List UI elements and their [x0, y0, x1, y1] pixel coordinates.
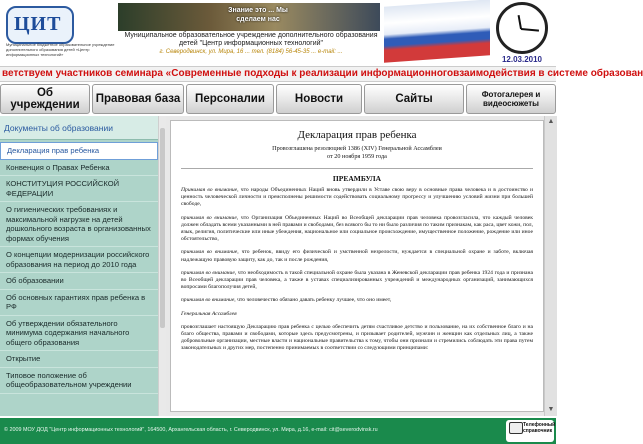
paragraph-text: что необходимость в такой специальной охране была указана в Женевской декларации прав ребенка 1924 года и признана во Всеобщей декларации прав человека, а также в уставах специализированных учреждений и международных организаций, занимающихся вопросами благополучия детей,	[181, 269, 533, 291]
current-date: 12.03.2010	[501, 55, 543, 64]
phonebook-button[interactable]	[506, 420, 554, 442]
paragraph-text: что Организация Объединенных Наций во Всеобщей декларации прав человека провозгласила, что каждый человек должен обладать всеми указанными в ней правами и свободами, без всякого бы то ни было различия по таким признакам, как раса, цвет кожи, пол, язык, религия, политические или иные убеждения, национальное или социальное происхождение, имущественное положение, рождение или иное обстоятельство,	[181, 214, 533, 243]
sidebar-item-convention[interactable]: Конвенция о Правах Ребенка	[0, 160, 158, 177]
paragraph	[181, 311, 533, 318]
sidebar-item-opening[interactable]: Открытие	[0, 351, 158, 368]
phonebook-label: Телефонный справочник	[523, 422, 556, 434]
document-viewer	[166, 116, 556, 416]
paragraph	[181, 324, 533, 353]
cit-logo[interactable]	[6, 6, 114, 60]
banner-slogan: Знание это ... Мы сделаем нас	[228, 7, 288, 23]
document-subtitle-2: от 20 ноября 1959 года	[327, 153, 387, 160]
document-scrollbar[interactable]	[544, 116, 557, 416]
nav-sites[interactable]: Сайты	[364, 84, 464, 114]
sidebar-item-hygiene[interactable]: О гигиенических требованиях и максимальной нагрузке на детей дошкольного возраста в организованных формах обучения	[0, 202, 158, 247]
paragraph-text: провозглашает настоящую Декларацию прав ребенка с целью обеспечить детям счастливое детство и пользование, на их собственное благо и на благо общества, правами и свободами, которые здесь предусмотрены, и призывает родителей, мужчин и женщин как отдельных лиц, а также добровольные организации, местные власти и национальные правительства к тому, чтобы они признали и стремились соблюдать эти права путем законодательных и других мер, постепенно принимаемых в соответствии со следующими принципами:	[181, 323, 533, 352]
divider	[181, 168, 533, 169]
paragraph-lead: принимая во внимание,	[181, 269, 237, 276]
sidebar-scrollbar-thumb[interactable]	[160, 128, 165, 328]
paragraph-text: что человечество обязано давать ребенку лучшее, что оно имеет,	[237, 297, 392, 304]
paragraph-lead: принимая во внимание,	[181, 214, 239, 221]
sidebar-item-minimum-content[interactable]: Об утверждении обязательного минимума содержания начального общего образования	[0, 316, 158, 352]
site-header	[0, 0, 556, 64]
footer-copyright: © 2009 МОУ ДОД "Центр информационных технологий", 164500, Архангельская область, г. Северодвинск, ул. Мира, д.16, e-mail: cit@severodvinsk.ru	[4, 427, 378, 433]
ticker-text: ветствуем участников семинара «Современные подходы к реализации информационноговзаимодействия в системе образован	[2, 68, 643, 79]
document-page	[170, 120, 544, 412]
document-title: Декларация прав ребенка	[297, 129, 417, 141]
nav-legal-base[interactable]: Правовая база	[92, 84, 184, 114]
header-banner-image	[118, 3, 380, 31]
sidebar-item-modernization[interactable]: О концепции модернизации российского образования на период до 2010 года	[0, 247, 158, 273]
clock-minute-hand	[521, 28, 539, 32]
sidebar-list	[0, 142, 158, 394]
nav-photo-video[interactable]: Фотогалерея и видеосюжеты	[466, 84, 556, 114]
nav-news[interactable]: Новости	[276, 84, 362, 114]
scroll-down-icon[interactable]: ▼	[547, 406, 555, 413]
phone-icon	[509, 422, 523, 434]
paragraph	[181, 215, 533, 244]
paragraph	[181, 270, 533, 292]
sidebar-item-child-rights[interactable]: Об основных гарантиях прав ребенка в РФ	[0, 290, 158, 316]
main-navigation	[0, 84, 556, 114]
sidebar-item-constitution[interactable]: КОНСТИТУЦИЯ РОССИЙСКОЙ ФЕДЕРАЦИИ	[0, 176, 158, 202]
paragraph	[181, 187, 533, 209]
site-footer	[0, 418, 556, 444]
document-subtitle-1: Провозглашена резолюцией 1386 (XIV) Генеральной Ассамблеи	[272, 145, 442, 152]
nav-about[interactable]: Об учреждении	[0, 84, 90, 114]
sidebar-item-education-law[interactable]: Об образовании	[0, 273, 158, 290]
paragraph	[181, 249, 533, 263]
sidebar-item-declaration[interactable]: Декларация прав ребенка	[0, 142, 158, 160]
documents-sidebar	[0, 116, 158, 416]
preamble-heading: ПРЕАМБУЛА	[332, 174, 382, 183]
paragraph-lead: принимая во внимание,	[181, 249, 239, 256]
paragraph-text: что народы Объединенных Наций вновь утвердили в Уставе свою веру в основные права человека и в достоинство и ценность человеческой личности и преисполнены решимости содействовать социальному прогрессу и улучшению условий жизни при большей свободе,	[181, 187, 533, 208]
paragraph-lead: принимая во внимание,	[181, 297, 236, 304]
paragraph-lead: Принимая во внимание,	[181, 187, 239, 193]
organization-contacts: г. Северодвинск, ул. Мира, 16 ... тел. (8184) 56-45-35 ... e-mail: ...	[159, 49, 343, 55]
sidebar-item-standard-regulation[interactable]: Типовое положение об общеобразовательном учреждении	[0, 368, 158, 394]
sidebar-heading[interactable]: Документы об образовании	[0, 116, 158, 140]
scroll-up-icon[interactable]: ▲	[547, 118, 555, 125]
russian-flag-image	[384, 0, 490, 63]
logo-text: ЦИТ	[14, 13, 62, 35]
paragraph-lead: Генеральная Ассамблея	[181, 310, 237, 317]
paragraph-text: что ребенок, ввиду его физической и умственной незрелости, нуждается в специальной охране и заботе, включая надлежащую правовую защиту, как до, так и после рождения,	[181, 249, 534, 263]
news-ticker[interactable]	[0, 66, 643, 82]
logo-badge	[6, 6, 74, 44]
logo-subtitle: Муниципальное бюджетное образовательное учреждение дополнительного образования детей «Центр информационных технологий»	[6, 42, 115, 57]
nav-personnel[interactable]: Персоналии	[186, 84, 274, 114]
paragraph	[181, 297, 533, 304]
clock-icon	[496, 2, 548, 54]
organization-name: Муниципальное образовательное учреждение дополнительного образования детей "Центр информационных технологий"	[124, 32, 378, 47]
